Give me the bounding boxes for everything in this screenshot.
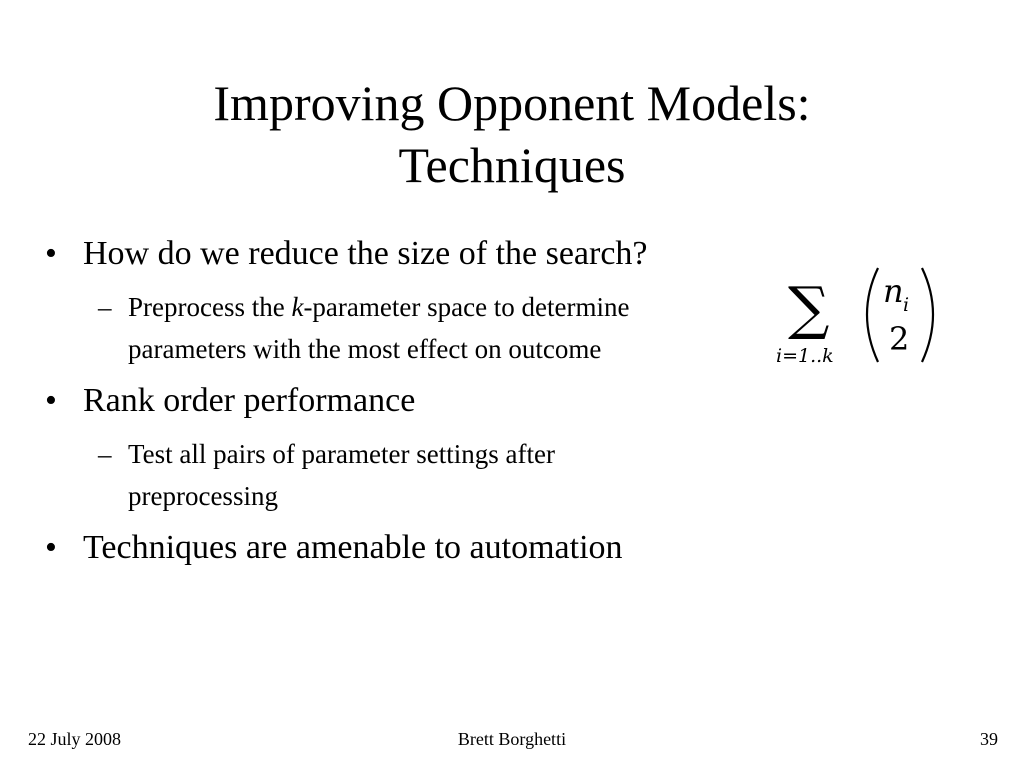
bullet-2 <box>45 381 416 421</box>
right-paren <box>922 268 933 362</box>
title-line-2: Techniques <box>398 137 626 193</box>
footer-author: Brett Borghetti <box>457 729 567 749</box>
sub-bullet-2-line-1: Test all pairs of parameter settings after <box>128 439 555 469</box>
sub-bullet-1-line-2: parameters with the most effect on outcome <box>128 334 602 364</box>
bullet-3-text: Techniques are amenable to automation <box>83 529 623 566</box>
sub-bullet-1 <box>98 286 630 370</box>
binomial-sum-formula <box>770 262 945 370</box>
sub-bullet-2 <box>98 433 555 517</box>
bullet-marker: • <box>45 529 57 566</box>
dash-marker: – <box>98 292 112 322</box>
k-variable: k <box>291 292 304 322</box>
footer-page-number: 39 <box>980 729 998 749</box>
bullet-marker: • <box>45 382 57 419</box>
dash-marker: – <box>98 439 112 469</box>
sub-bullet-1-post: -parameter space to determine <box>303 292 630 322</box>
binomial-top-n: n <box>883 272 904 310</box>
sub-bullet-1-pre: Preprocess the <box>128 292 292 322</box>
sub-bullet-1-line-1 <box>128 286 630 328</box>
bullet-1-text: How do we reduce the size of the search? <box>83 235 648 272</box>
sub-bullet-2-line-2: preprocessing <box>128 481 278 511</box>
footer-date: 22 July 2008 <box>28 729 122 749</box>
binomial-bottom: 2 <box>889 320 910 358</box>
bullet-marker: • <box>45 235 57 272</box>
title-line-1: Improving Opponent Models: <box>213 75 811 131</box>
summation-subscript: i=1..k <box>776 345 834 367</box>
summation-symbol: ∑ <box>788 274 830 342</box>
bullet-1 <box>45 234 648 274</box>
bullet-3 <box>45 528 623 568</box>
bullet-2-text: Rank order performance <box>83 382 416 419</box>
binomial-top-subscript: i <box>903 294 910 316</box>
left-paren <box>867 268 878 362</box>
slide-title <box>0 72 1024 196</box>
